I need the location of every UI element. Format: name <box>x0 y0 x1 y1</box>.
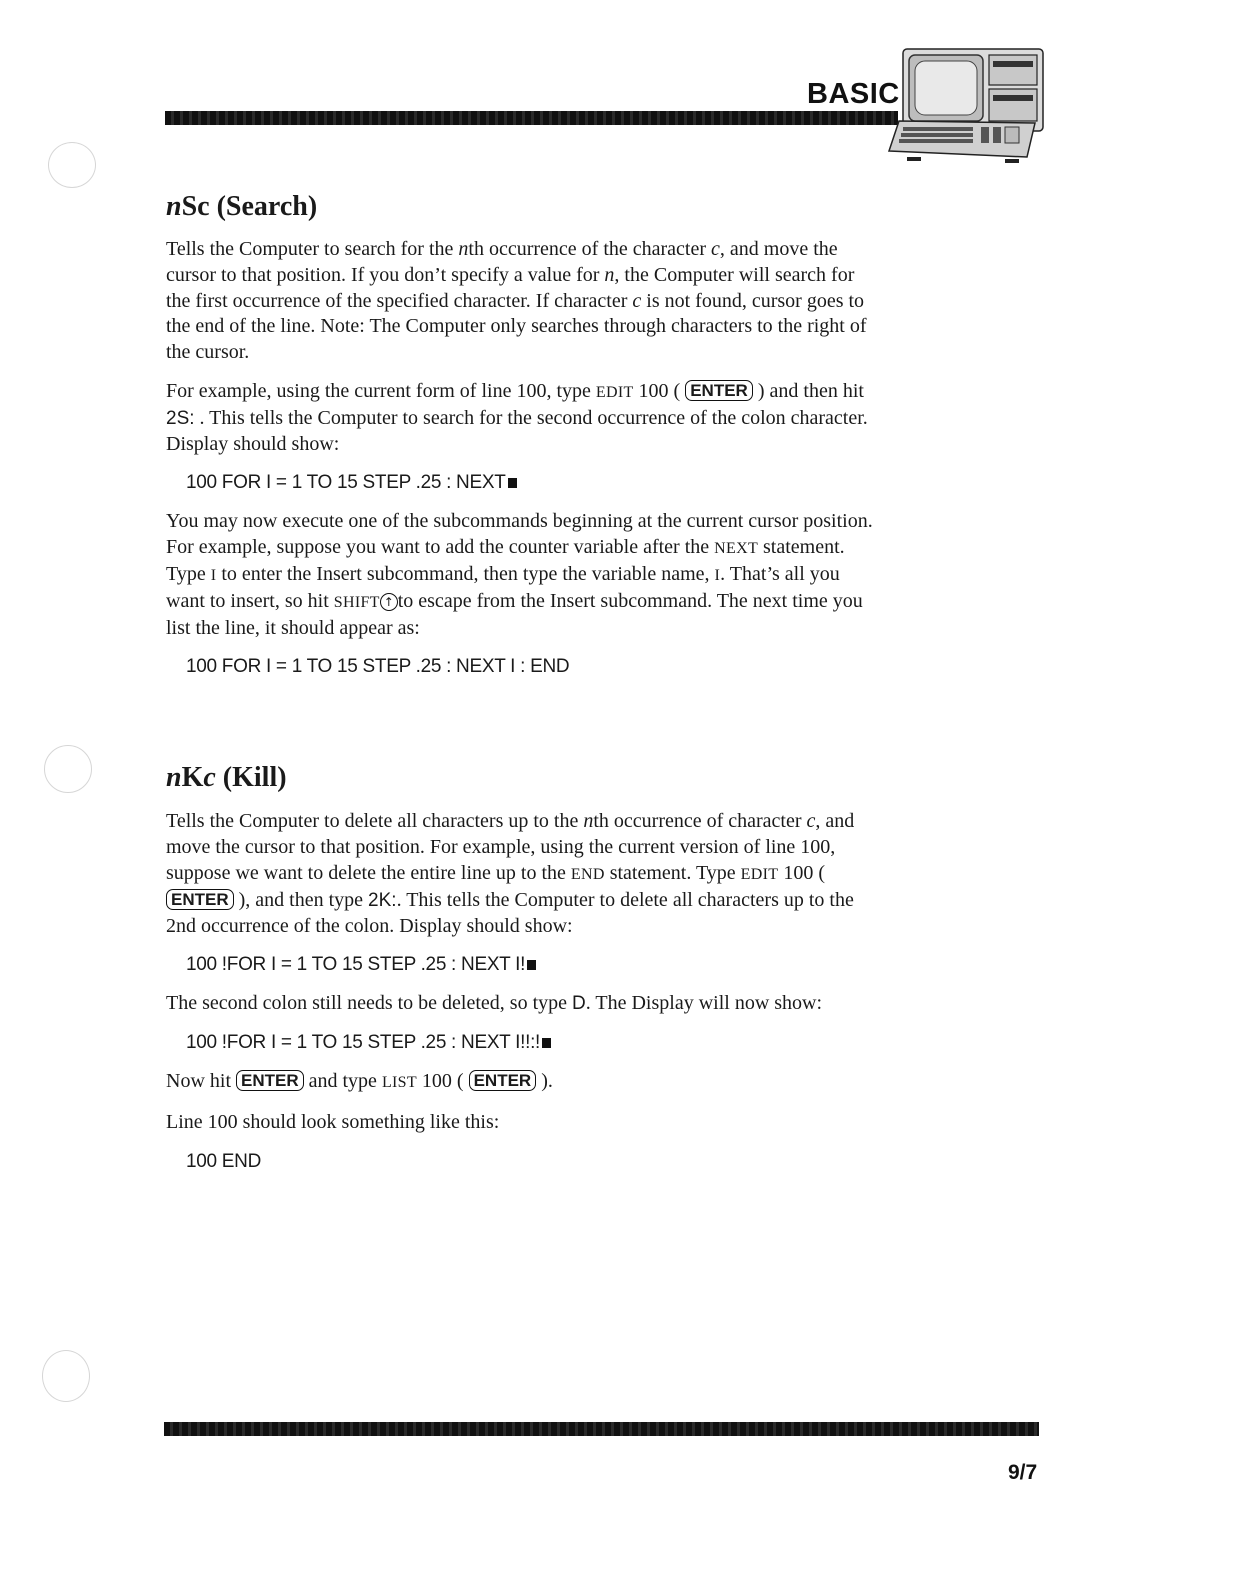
page-content <box>166 190 876 1174</box>
page-number: 9/7 <box>1008 1461 1038 1484</box>
binder-hole-top <box>48 142 96 188</box>
cursor-block-icon <box>508 478 517 488</box>
code-line-kill-result: 100 !FOR I = 1 TO 15 STEP .25 : NEXT I! <box>186 953 876 977</box>
section-label: BASIC <box>807 78 900 110</box>
code-line-inserted: 100 FOR I = 1 TO 15 STEP .25 : NEXT I : END <box>186 656 570 678</box>
footer-rule <box>164 1422 1039 1436</box>
cursor-block-icon <box>542 1038 551 1048</box>
enter-key: ENTER <box>469 1070 537 1091</box>
search-paragraph-3: You may now execute one of the subcommands beginning at the current cursor position. For example, suppose you want to add the counter variable after the NEXT statement. Type I to enter the Insert subcommand, then type the variable name, I. That’s all you want to insert, so hit SHIFT ↑ to escape from the Insert subcommand. The next time you list the line, it should appear as: <box>166 510 873 639</box>
search-paragraph-2: For example, using the current form of line 100, type EDIT 100 ( ENTER ) and then hit 2S: . This tells the Computer to search for the second occurrence of the colon character. Display should show: <box>166 379 868 455</box>
heading-search-cmd: Sc <box>181 191 210 222</box>
binder-hole-middle <box>44 745 92 793</box>
kill-paragraph-3: Now hit ENTER and type LIST 100 ( ENTER ). <box>166 1070 553 1093</box>
kill-paragraph-2: The second colon still needs to be deleted, so type D. The Display will now show: <box>166 992 823 1015</box>
header-rule <box>165 111 898 125</box>
heading-kill: nKc (Kill) <box>166 762 287 794</box>
kill-paragraph-1: Tells the Computer to delete all characters up to the nth occurrence of character c, and move the cursor to that position. For example, using the current version of line 100, suppose we want to delete the entire line up to the END statement. Type EDIT 100 ( ENTER ), and then type 2K:. This tells the Computer to delete all characters up to the 2nd occurrence of the colon. Display should show: <box>166 810 855 937</box>
cursor-block-icon <box>527 960 536 970</box>
kill-paragraph-4: Line 100 should look something like this: <box>166 1110 500 1133</box>
code-line-search-result: 100 FOR I = 1 TO 15 STEP .25 : NEXT <box>186 471 876 495</box>
search-paragraph-1: Tells the Computer to search for the nth occurrence of the character c, and move the cursor to that position. If you don’t specify a value for n, the Computer will search for the first occurrence of the specified character. If character c is not found, cursor goes to the end of the line. Note: The Computer only searches through characters to the right of the cursor. <box>166 238 867 364</box>
binder-hole-bottom <box>42 1350 90 1402</box>
code-line-final: 100 END <box>186 1150 261 1172</box>
up-arrow-key-icon: ↑ <box>380 593 398 611</box>
code-line-delete-result: 100 !FOR I = 1 TO 15 STEP .25 : NEXT I!!:! <box>186 1031 876 1055</box>
trs80-computer-icon <box>885 45 1050 167</box>
enter-key: ENTER <box>685 380 753 401</box>
heading-search-n: n <box>166 191 182 222</box>
enter-key: ENTER <box>166 889 234 910</box>
heading-search <box>166 190 876 224</box>
enter-key: ENTER <box>236 1070 304 1091</box>
heading-search-rest: (Search) <box>209 191 318 222</box>
